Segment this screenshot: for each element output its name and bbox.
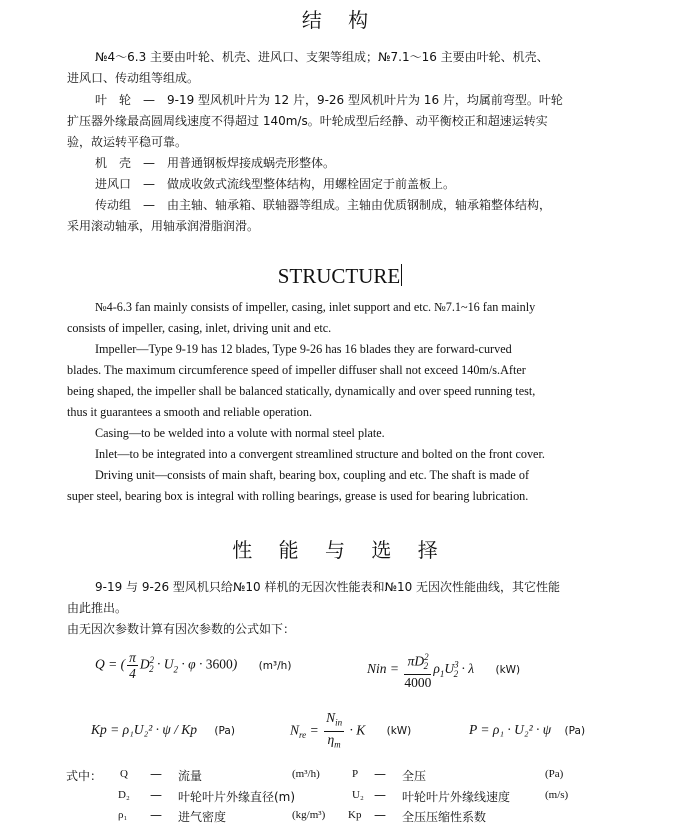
formula-symbol: λ <box>468 661 475 677</box>
formula-required-power: $N_{re}$ = $\frac{N_{in}}{\eta_m}$ · K (kW) <box>290 710 411 752</box>
formula-symbol: ρ <box>433 661 440 677</box>
section-title-structure-en <box>0 264 680 289</box>
formula-unit: (kW) <box>386 725 412 738</box>
formula-symbol: N <box>290 722 300 738</box>
formula-flow-rate: Q = ( $\frac{\pi}{4}$ $D^2_2 \cdot U_2 \cdot \varphi \cdot 3600$) (m³/h) <box>95 650 292 681</box>
formula-internal-power: Nin = $\frac{\pi D^2_2}{4000}$ $\rho_1U^3_2 \cdot \lambda$ (kW) <box>367 652 521 691</box>
legend-description: 叶轮叶片外缘直径(m) <box>178 790 296 804</box>
paragraph-line: №4～6.3 主要由叶轮、机壳、进风口、支架等组成；№7.1～16 主要由叶轮、机壳、 <box>95 50 549 64</box>
paragraph-line: consists of impeller, casing, inlet, driving unit and etc. <box>67 321 332 335</box>
legend-dash: — <box>150 808 162 822</box>
formula-symbol: η <box>327 731 335 747</box>
legend-unit: (kg/m³) <box>292 809 326 821</box>
legend-symbol: Q <box>120 768 128 780</box>
paragraph-line: 9-19 与 9-26 型风机只给№10 样机的无因次性能表和№10 无因次性能曲线，其它性能 <box>95 580 561 594</box>
formula-constant: 3600 <box>205 656 233 672</box>
paragraph-line: Impeller—Type 9-19 has 12 blades, Type 9-26 has 16 blades they are forward-curved <box>95 342 512 356</box>
paragraph-line: 采用滚动轴承，用轴承润滑脂润滑。 <box>67 219 260 233</box>
paragraph-line: 传动组 — 由主轴、轴承箱、联轴器等组成。主轴由优质钢制成，轴承箱整体结构， <box>95 198 552 212</box>
paragraph-line: Casing—to be welded into a volute with normal steel plate. <box>95 426 385 440</box>
fraction-numerator: $\pi D^2_2$ <box>404 650 431 675</box>
paragraph-line: 进风口 — 做成收敛式流线型整体结构，用螺栓固定于前盖板上。 <box>95 177 456 191</box>
legend-symbol: D₂ <box>118 789 130 801</box>
formula-unit: (m³/h) <box>258 659 292 672</box>
legend-unit: (m/s) <box>545 789 569 801</box>
formula-unit: (Pa) <box>214 725 235 737</box>
formula-symbol: φ <box>188 656 196 672</box>
paragraph-line: super steel, bearing box is integral with rolling bearings, grease is used for bearing lubrication. <box>67 489 529 503</box>
formula-subscript: m <box>334 739 341 750</box>
paragraph-line: blades. The maximum circumference speed of impeller diffuser shall not exceed 140m/s.After <box>67 363 526 377</box>
fraction-denominator: 4 <box>129 666 136 681</box>
formula-symbol: Nin <box>367 661 387 677</box>
legend-description: 全压 <box>402 769 427 783</box>
paragraph-line: 进风口、传动组等组成。 <box>67 71 200 85</box>
formula-symbol: Q <box>95 656 105 672</box>
legend-symbol: P <box>352 768 359 780</box>
legend-description: 进气密度 <box>178 810 227 824</box>
paragraph-line: 叶 轮 — 9-19 型风机叶片为 12 片，9-26 型风机叶片为 16 片，均属前弯型。叶轮 <box>95 93 563 107</box>
fraction <box>324 710 344 752</box>
formula-symbol: K <box>356 722 366 738</box>
fraction-numerator: π <box>129 650 136 665</box>
fraction-denominator <box>324 732 344 753</box>
paragraph-line: 机 壳 — 用普通钢板焊接成蜗壳形整体。 <box>95 156 336 170</box>
fraction-denominator: 4000 <box>404 675 432 691</box>
legend-unit: (m³/h) <box>292 768 320 780</box>
formula-unit: (Pa) <box>564 725 586 737</box>
legend-symbol: ρ₁ <box>118 809 128 821</box>
formula-symbol: N <box>326 710 336 725</box>
legend-dash: — <box>374 788 386 802</box>
paragraph-line: Inlet—to be integrated into a convergent streamlined structure and bolted on the front cover. <box>95 447 545 461</box>
paragraph-line: thus it guarantees a smooth and reliable operation. <box>67 405 313 419</box>
legend-description: 叶轮叶片外缘线速度 <box>402 790 511 804</box>
section-title-structure-cn: 结 构 <box>301 8 379 32</box>
paragraph-line: №4-6.3 fan mainly consists of impeller, casing, inlet support and etc. №7.1~16 fan mainly <box>95 300 536 314</box>
formula-subscript: in <box>335 717 343 728</box>
formula-subscript: re <box>299 729 307 740</box>
fraction <box>404 650 431 690</box>
legend-symbol: U₂ <box>352 789 364 801</box>
legend-unit: (Pa) <box>545 768 564 780</box>
paragraph-line: Driving unit—consists of main shaft, bearing box, coupling and etc. The shaft is made of <box>95 468 530 482</box>
section-title-performance: 性 能 与 选 择 <box>232 538 448 562</box>
formula-unit: (kW) <box>495 664 521 677</box>
formula-symbol: D <box>139 656 150 672</box>
legend-description: 流量 <box>178 769 203 783</box>
formula-total-pressure <box>469 722 585 738</box>
formula-expression: P = ρ₁ · U₂² · ψ <box>469 722 552 737</box>
legend-prefix: 式中： <box>66 769 103 783</box>
section-title-text: STRUCTURE <box>277 264 401 288</box>
fraction <box>127 650 138 681</box>
legend-dash: — <box>374 767 386 781</box>
legend-description: 全压压缩性系数 <box>402 810 487 824</box>
paragraph-line: 由此推出。 <box>67 601 128 615</box>
text-cursor <box>401 264 402 286</box>
paragraph-line: 由无因次参数计算有因次参数的公式如下： <box>67 622 296 636</box>
formula-symbol: πD <box>407 653 425 669</box>
paragraph-line: being shaped, the impeller shall be balanced statically, dynamically and over speed running test, <box>67 384 536 398</box>
paragraph-line: 扩压器外缘最高圆周线速度不得超过 140m/s。叶轮成型后经静、动平衡校正和超速运转实 <box>67 114 548 128</box>
formula-expression: Kp = ρ₁U₂² · ψ / Kp <box>91 722 198 737</box>
paragraph-line: 验，故运转平稳可靠。 <box>67 135 188 149</box>
legend-dash: — <box>374 808 386 822</box>
fraction-numerator <box>324 710 344 732</box>
legend-symbol: Kp <box>348 809 362 821</box>
formula-symbol: U <box>163 656 174 672</box>
legend-dash: — <box>150 788 162 802</box>
formula-symbol: U <box>444 661 455 677</box>
formula-kp <box>91 722 235 738</box>
legend-dash: — <box>150 767 162 781</box>
